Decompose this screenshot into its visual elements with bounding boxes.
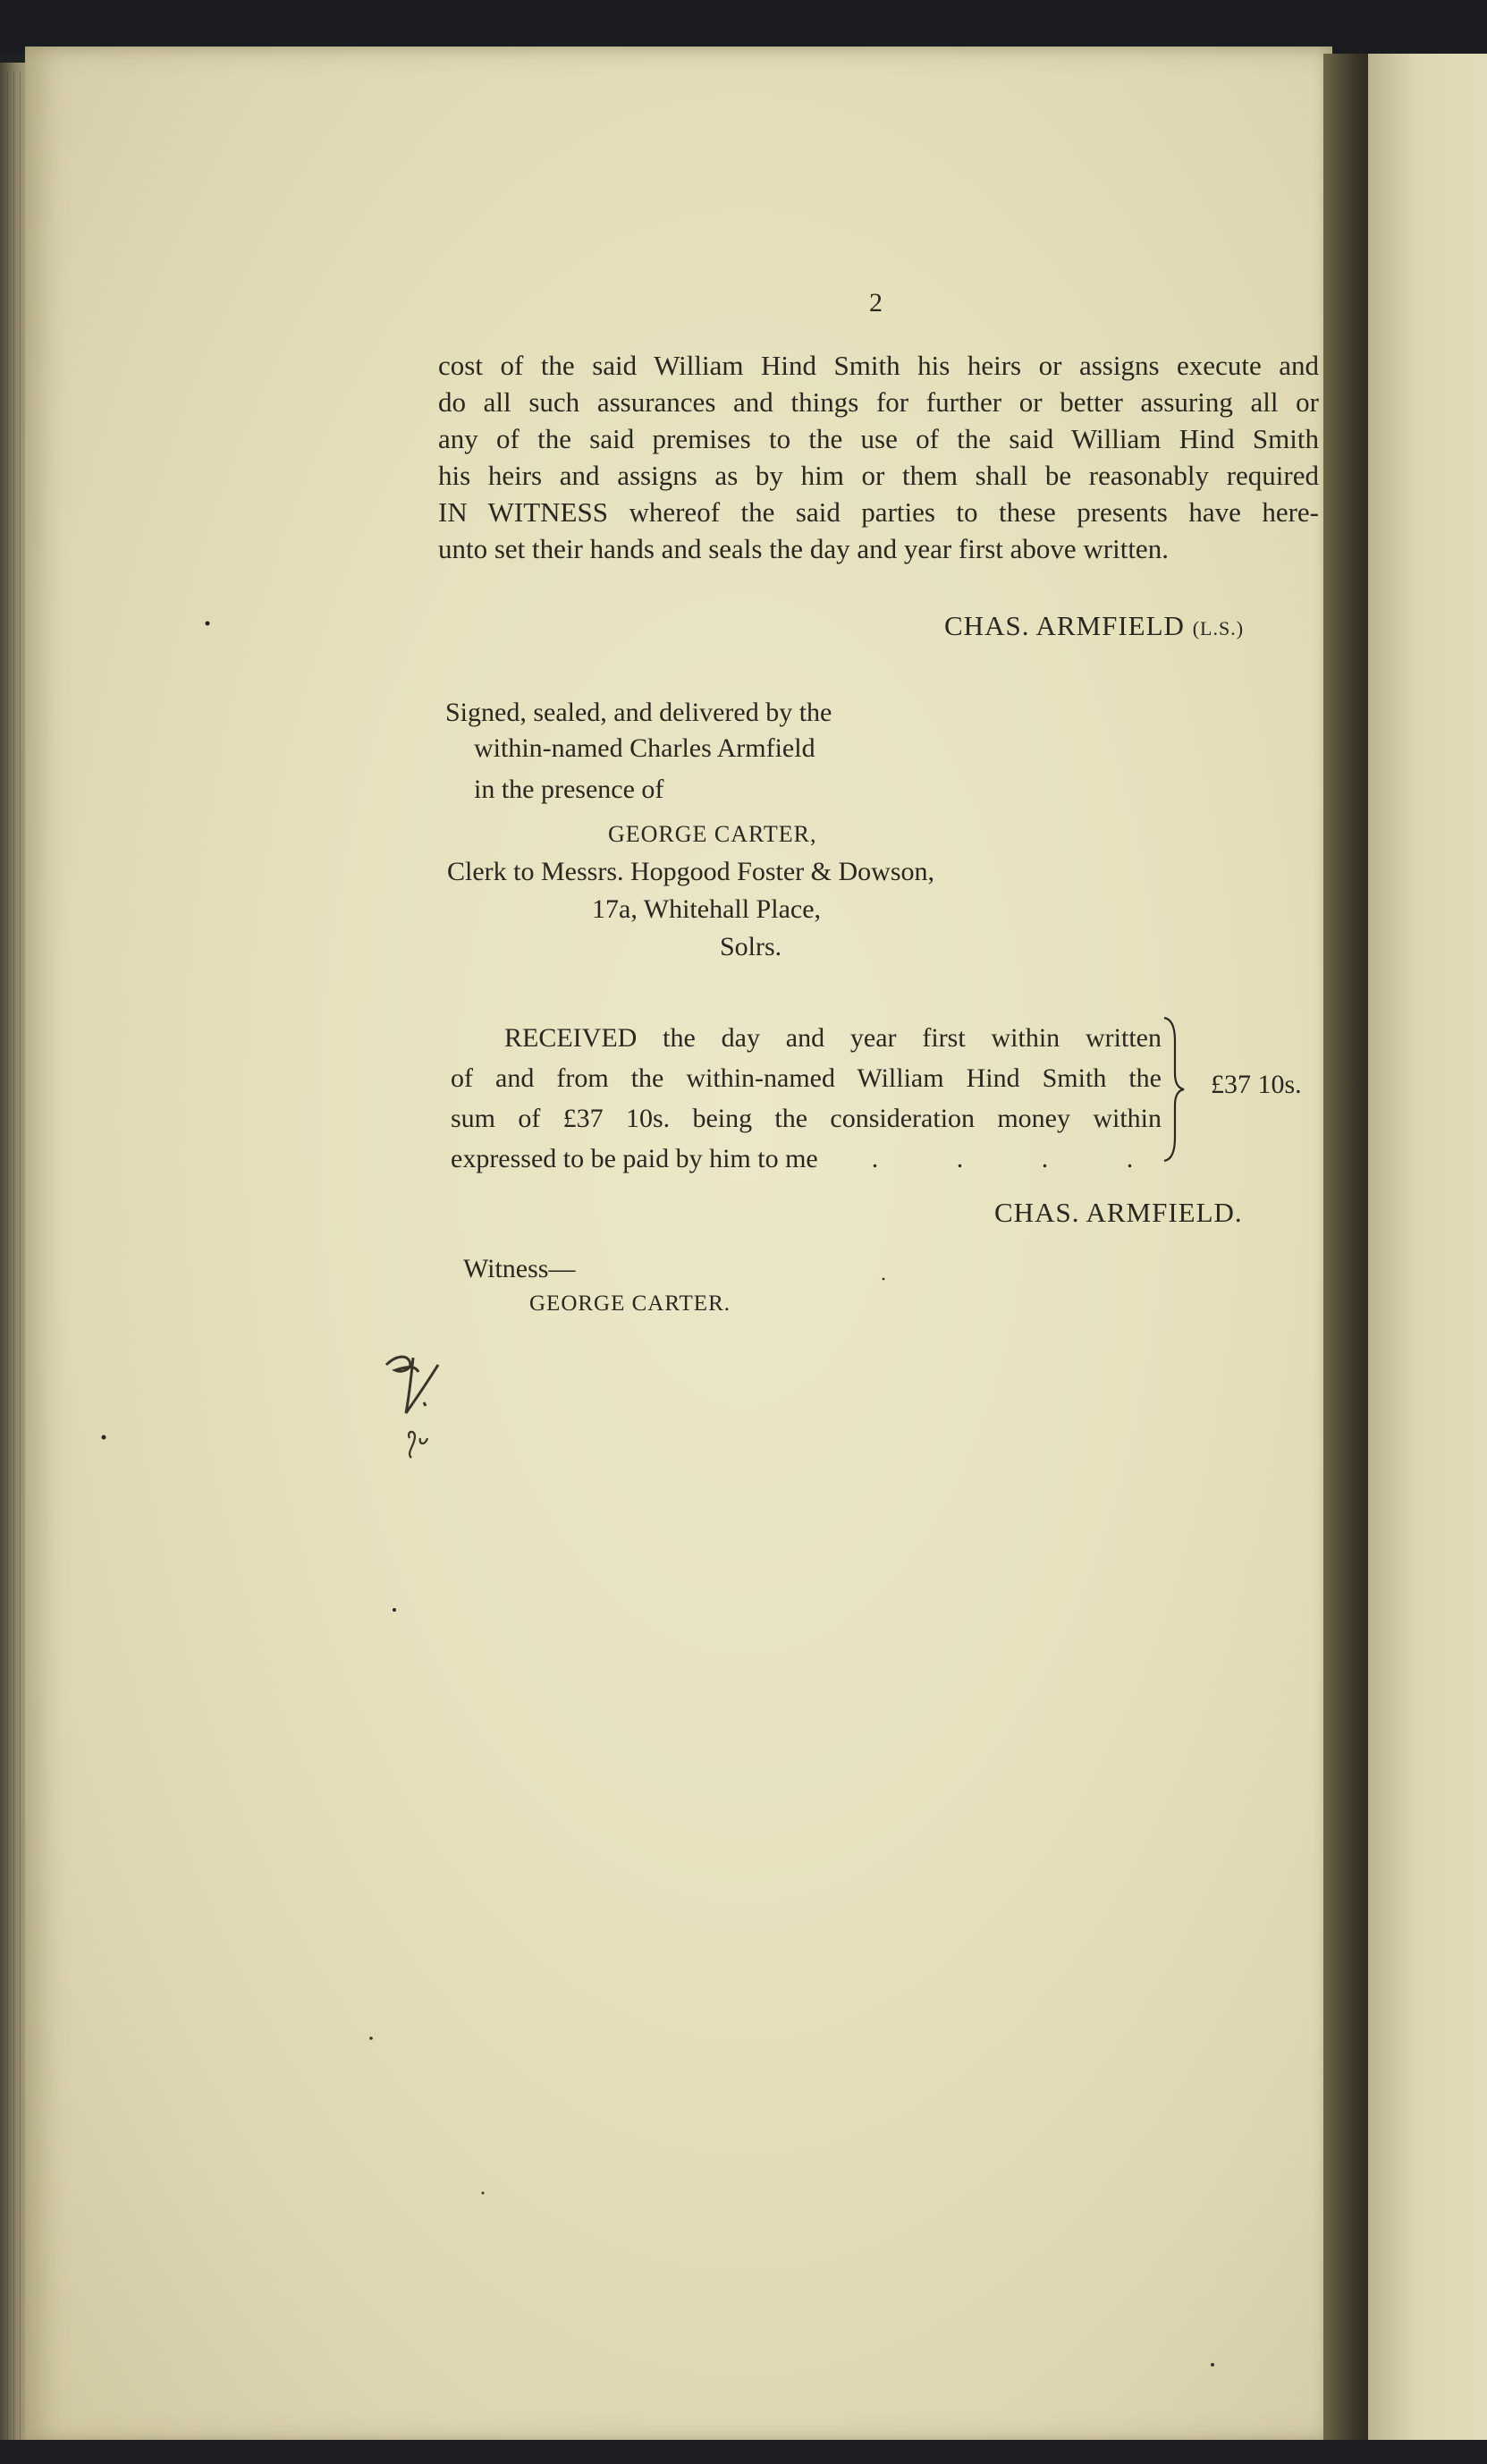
receipt-line: sum of £37 10s. being the consideration money within <box>451 1104 1162 1133</box>
witness-label: Witness— <box>463 1254 576 1283</box>
receipt-line-last <box>451 1139 1170 1179</box>
attesting-witness-role: Solrs. <box>720 932 782 961</box>
attestation-line-1: Signed, sealed, and delivered by the <box>445 698 832 727</box>
receipt-amount: £37 10s. <box>1211 1070 1302 1099</box>
scan-background-top <box>0 0 1487 54</box>
page-number: 2 <box>869 288 883 318</box>
attestation-line-3: in the presence of <box>474 775 664 804</box>
attesting-witness-title: Clerk to Messrs. Hopgood Foster & Dowson, <box>447 857 934 886</box>
body-line-last: unto set their hands and seals the day and year first above written. <box>438 533 1169 564</box>
scan-background-bottom <box>0 2440 1487 2464</box>
attesting-witness-name: GEORGE CARTER, <box>608 821 817 847</box>
attesting-witness-address: 17a, Whitehall Place, <box>592 894 822 924</box>
receipt-paragraph <box>451 1018 1170 1179</box>
attestation-line-2: within-named Charles Armfield <box>474 733 815 763</box>
signature-block-1 <box>944 610 1244 642</box>
receipt-line: RECEIVED the day and year first within written <box>504 1023 1162 1053</box>
body-line: IN WITNESS whereof the said parties to these presents have here- <box>438 496 1319 528</box>
witness-name: GEORGE CARTER. <box>529 1291 731 1316</box>
body-line: his heirs and assigns as by him or them shall be reasonably required <box>438 460 1319 491</box>
deed-body-paragraph <box>438 347 1319 567</box>
signature-block-2: CHAS. ARMFIELD. <box>994 1197 1243 1228</box>
leader-dots: . . . . <box>871 1144 1170 1173</box>
body-line: cost of the said William Hind Smith his heirs or assigns execute and <box>438 350 1319 381</box>
seal-mark: (L.S.) <box>1192 617 1245 639</box>
receipt-line: of and from the within-named William Hind Smith the <box>451 1063 1162 1093</box>
receipt-line-text: expressed to be paid by him to me <box>451 1144 818 1173</box>
body-line: do all such assurances and things for further or better assuring all or <box>438 386 1319 418</box>
adjacent-page <box>1368 54 1487 2451</box>
signature-name: CHAS. ARMFIELD <box>944 610 1185 641</box>
handwritten-mark-icon <box>383 1349 463 1474</box>
body-line: any of the said premises to the use of the said William Hind Smith <box>438 423 1319 454</box>
right-brace-icon <box>1162 1014 1186 1164</box>
